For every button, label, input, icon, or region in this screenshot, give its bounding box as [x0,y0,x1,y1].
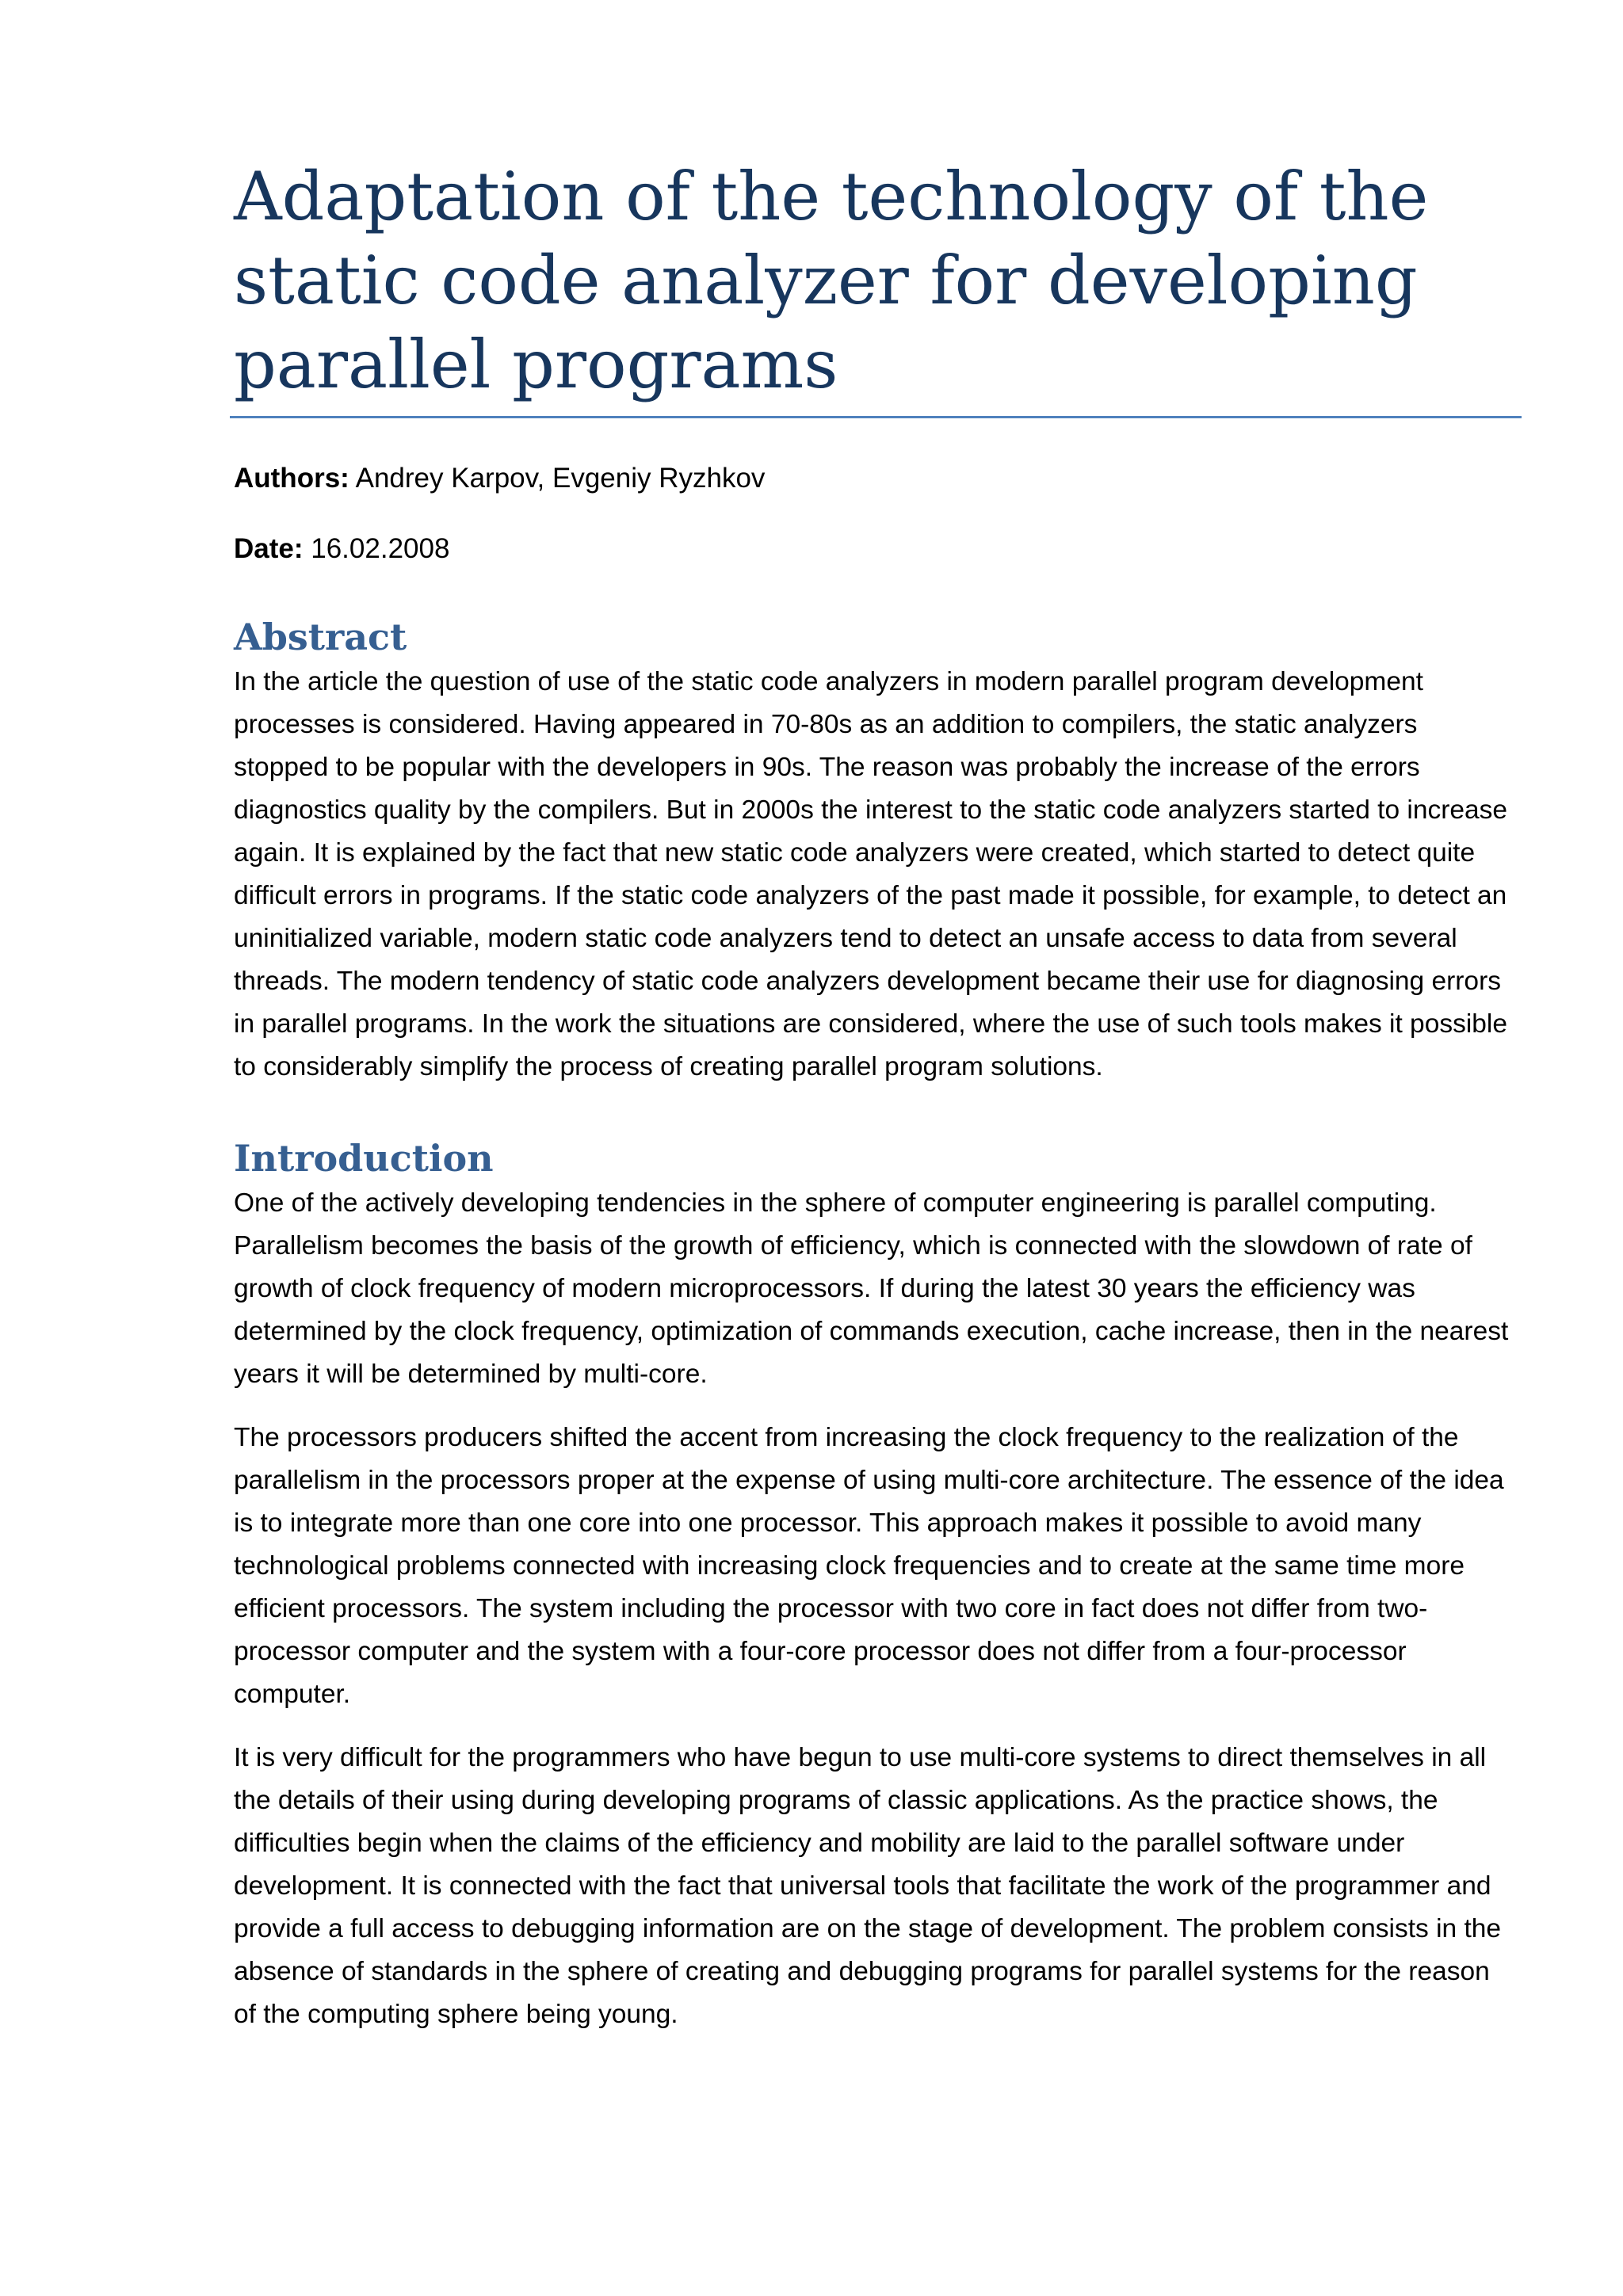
abstract-heading: Abstract [234,616,407,658]
abstract-paragraph: In the article the question of use of the static code analyzers in modern parallel program development processes is considered. Having appeared in 70-80s as an addition to compilers, the static analyzers stopped to be popular with the developers in 90s. The reason was probably the increase of the errors diagnostics quality by the compilers. But in 2000s the interest to the static code analyzers started to increase again. It is explained by the fact that new static code analyzers were created, which started to detect quite difficult errors in programs. If the static code analyzers of the past made it possible, for example, to detect an uninitialized variable, modern static code analyzers tend to detect an unsafe access to data from several threads. The modern tendency of static code analyzers development became their use for diagnosing errors in parallel programs. In the work the situations are considered, where the use of such tools makes it possible to considerably simplify the process of creating parallel program solutions. [234,667,1508,1081]
date-line [234,530,1518,568]
document-title: Adaptation of the technology of the static code analyzer for developing parallel programs [234,158,1429,403]
introduction-paragraph-1: One of the actively developing tendencies in the sphere of computer engineering is parallel computing. Parallelism becomes the basis of the growth of efficiency, which is connected with the slowdown of rate of growth of clock frequency of modern microprocessors. If during the latest 30 years the efficiency was determined by the clock frequency, optimization of commands execution, cache increase, then in the nearest years it will be determined by multi-core. [234,1188,1509,1389]
page-content [234,154,1518,2036]
date-label: Date: [234,533,304,564]
introduction-heading: Introduction [234,1137,494,1180]
date-value: 16.02.2008 [303,533,450,564]
introduction-paragraph-2: The processors producers shifted the accent from increasing the clock frequency to the realization of the parallelism in the processors proper at the expense of using multi-core architecture. The essence of the idea is to integrate more than one core into one processor. This approach makes it possible to avoid many technological problems connected with increasing clock frequencies and to create at the same time more efficient processors. The system including the processor with two core in fact does not differ from two-processor computer and the system with a four-core processor does not differ from a four-processor computer. [234,1423,1504,1709]
authors-line [234,460,1518,498]
authors-label: Authors: [234,463,349,494]
introduction-paragraph-3: It is very difficult for the programmers who have begun to use multi-core systems to direct themselves in all the details of their using during developing programs of classic applications. As the practice shows, the difficulties begin when the claims of the efficiency and mobility are laid to the parallel software under development. It is connected with the fact that universal tools that facilitate the work of the programmer and provide a full access to debugging information are on the stage of development. The problem consists in the absence of standards in the sphere of creating and debugging programs for parallel systems for the reason of the computing sphere being young. [234,1743,1502,2029]
authors-value: Andrey Karpov, Evgeniy Ryzhkov [349,463,766,494]
title-divider [230,416,1522,418]
